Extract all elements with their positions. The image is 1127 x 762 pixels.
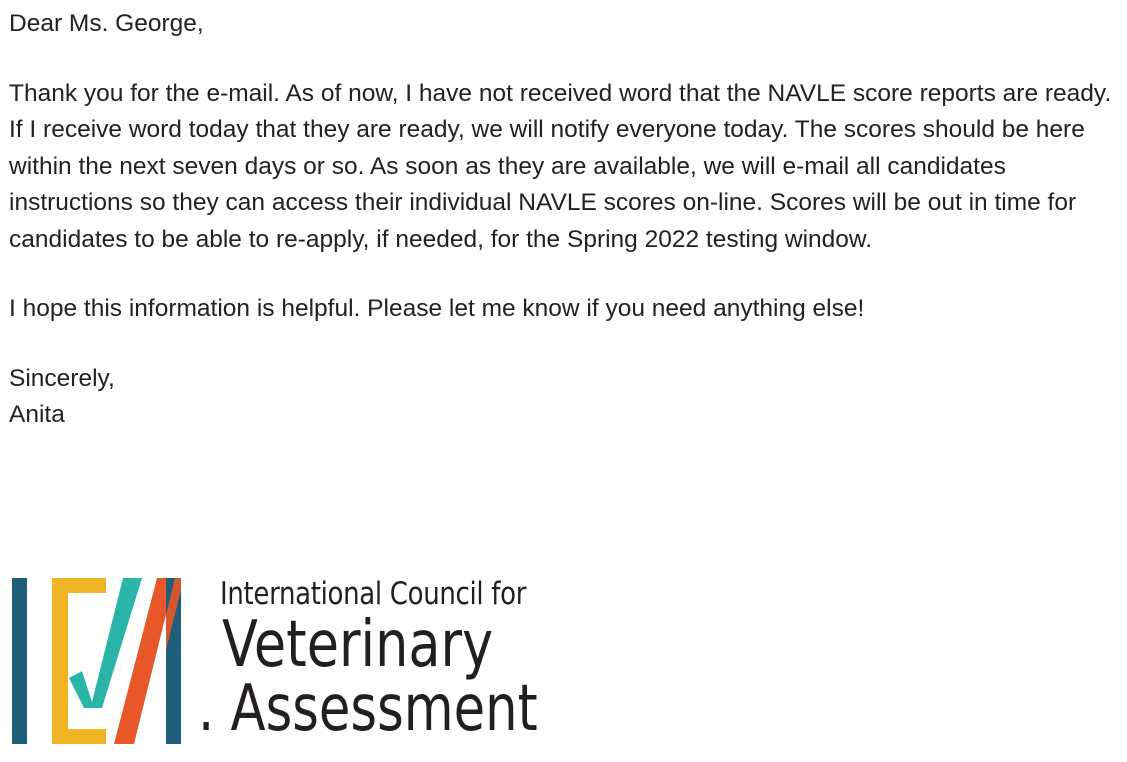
email-greeting: Dear Ms. George, — [9, 10, 204, 37]
icva-logo-mark-icon — [10, 574, 200, 750]
email-paragraph-1: Thank you for the e-mail. As of now, I have not received word that the NAVLE score reports are ready. If I receive word today that they are ready, we will notify everyone today. The scores should be here within the next seven days or so. As soon as they are available, we will e-mail all candidates instructions so they can access their individual NAVLE scores on-line. Scores will be out in time for candidates to be able to re-apply, if needed, for the Spring 2022 testing window. — [9, 79, 1112, 253]
logo-blue-bar — [12, 578, 27, 744]
email-signature: Anita — [9, 401, 65, 428]
logo-line-council: International Council for — [220, 576, 527, 612]
email-paragraph-2: I hope this information is helpful. Please let me know if you need anything else! — [9, 295, 865, 322]
icva-logo — [10, 574, 580, 750]
email-closing: Sincerely, — [9, 364, 115, 392]
logo-line-assessment: . Assessment — [198, 672, 538, 746]
logo-yellow-bracket — [52, 578, 106, 744]
email-body — [9, 6, 1119, 434]
logo-line-veterinary: Veterinary — [222, 608, 494, 682]
